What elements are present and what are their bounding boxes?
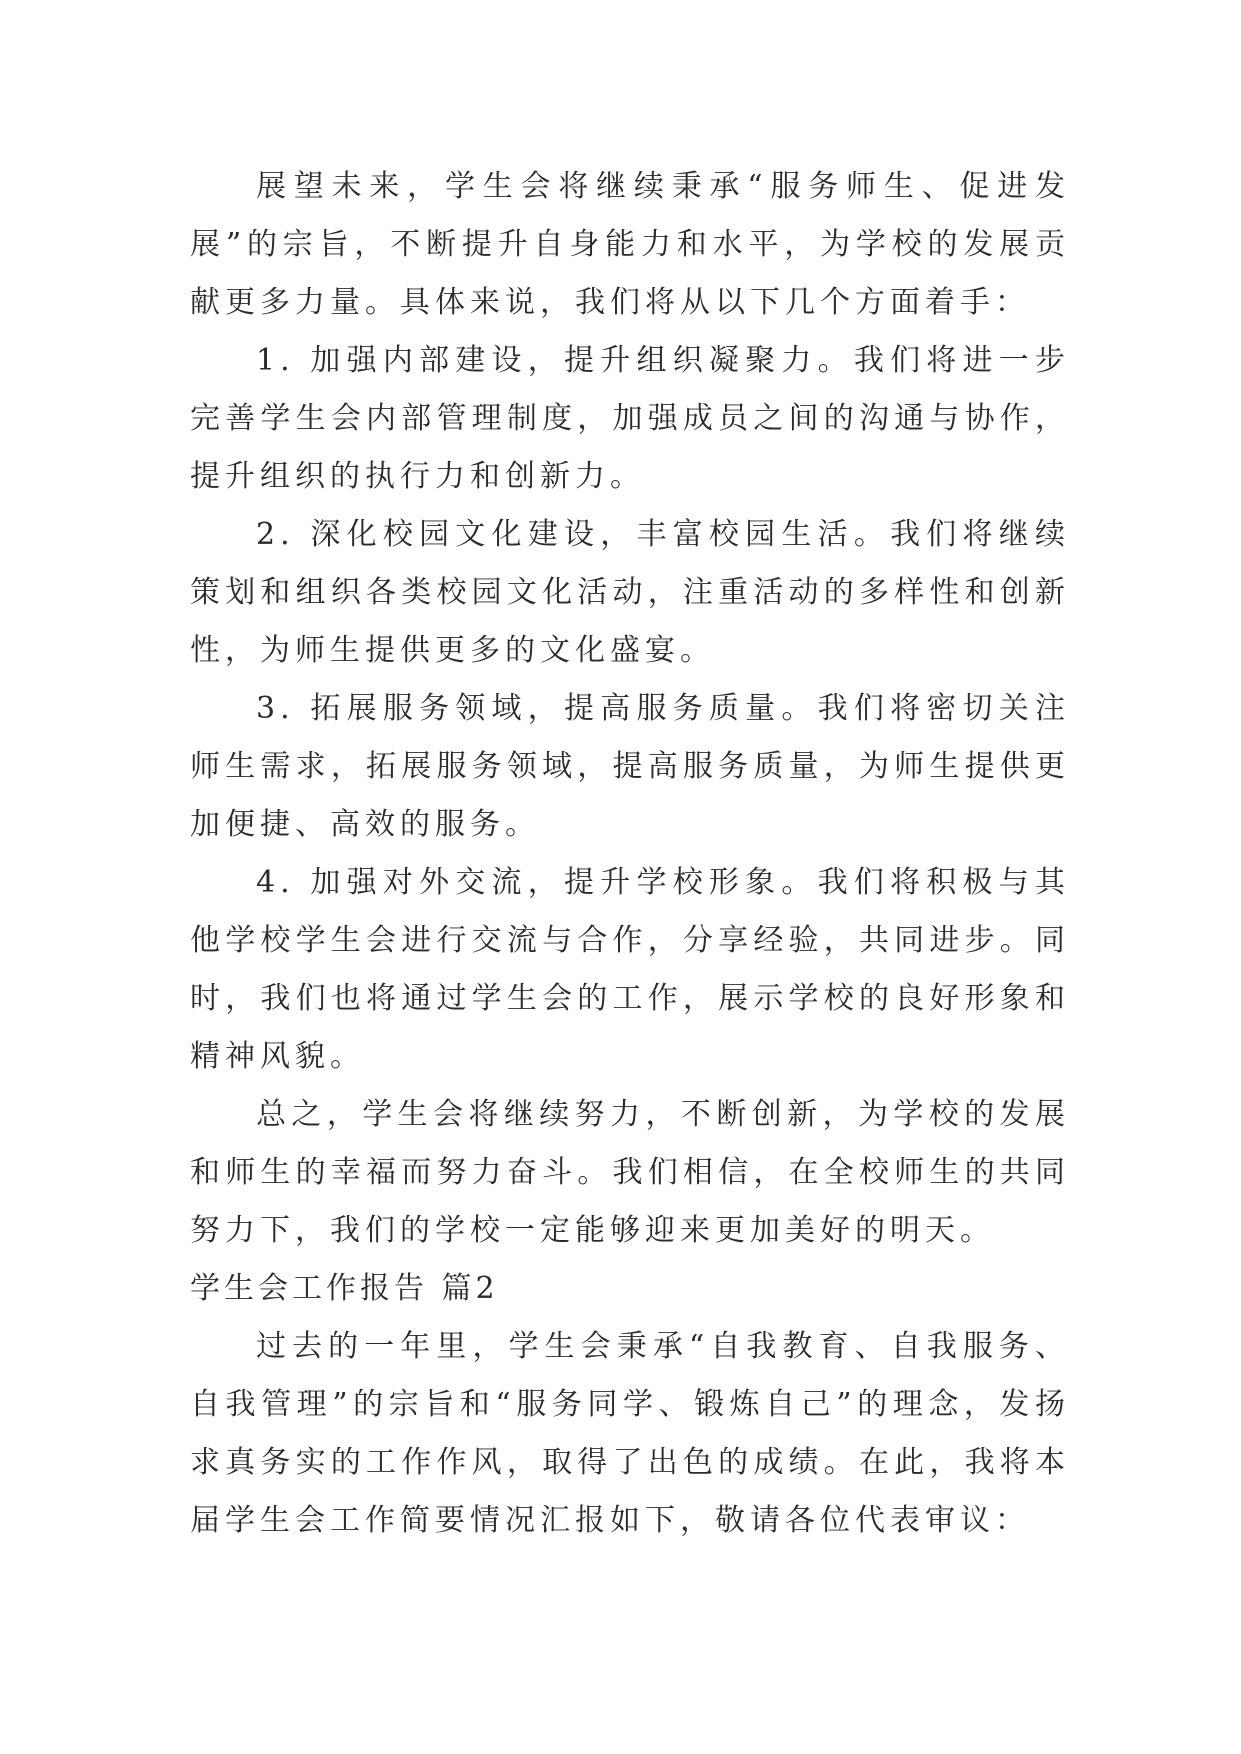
paragraph-conclusion: 总之，学生会将继续努力，不断创新，为学校的发展和师生的幸福而努力奋斗。我们相信，在全校师生的共同努力下，我们的学校一定能够迎来更加美好的明天。 [190,1097,1070,1248]
paragraph-item-4: 4. 加强对外交流，提升学校形象。我们将积极与其他学校学生会进行交流与合作，分享经验，共同进步。同时，我们也将通过学生会的工作，展示学校的良好形象和精神风貌。 [190,865,1070,1074]
paragraph-item-2: 2. 深化校园文化建设，丰富校园生活。我们将继续策划和组织各类校园文化活动，注重活动的多样性和创新性，为师生提供更多的文化盛宴。 [190,517,1070,668]
paragraph-item-3: 3. 拓展服务领域，提高服务质量。我们将密切关注师生需求，拓展服务领域，提高服务质量，为师生提供更加便捷、高效的服务。 [190,691,1070,842]
paragraph-item-1: 1. 加强内部建设，提升组织凝聚力。我们将进一步完善学生会内部管理制度，加强成员之间的沟通与协作，提升组织的执行力和创新力。 [190,343,1070,494]
section-heading: 学生会工作报告 篇2 [190,1271,499,1306]
document-body [190,158,1070,1550]
paragraph-outlook: 展望未来，学生会将继续秉承“服务师生、促进发展”的宗旨，不断提升自身能力和水平，为学校的发展贡献更多力量。具体来说，我们将从以下几个方面着手： [190,169,1070,320]
paragraph-report-intro: 过去的一年里，学生会秉承“自我教育、自我服务、自我管理”的宗旨和“服务同学、锻炼自己”的理念，发扬求真务实的工作作风，取得了出色的成绩。在此，我将本届学生会工作简要情况汇报如下，敬请各位代表审议： [190,1329,1070,1538]
